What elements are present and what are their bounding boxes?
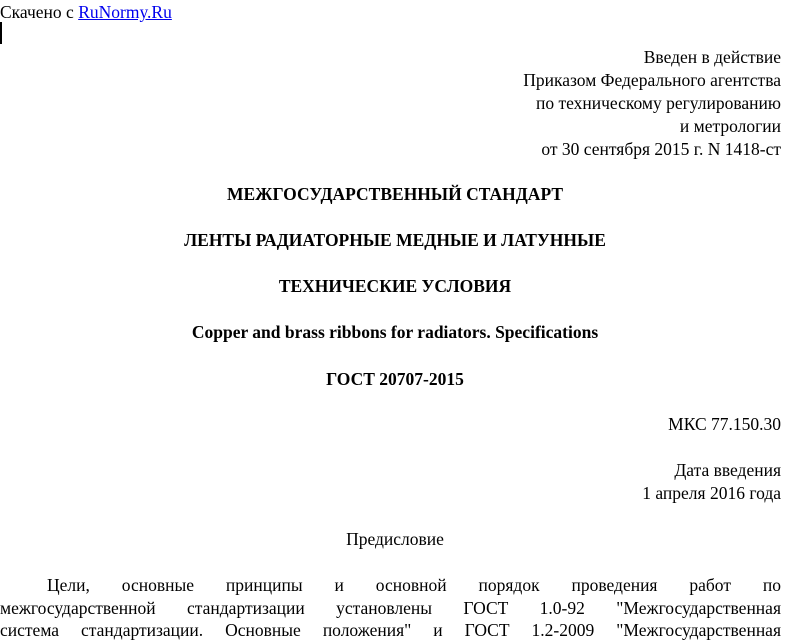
mks-code: МКС 77.150.30 [668, 414, 781, 434]
intro-date-value: 1 апреля 2016 года [642, 483, 781, 503]
enactment-line-1: Введен в действие [643, 47, 781, 67]
text-cursor [0, 22, 2, 44]
preface-line-1: Цели, основные принципы и основной порядок проведения работ по [47, 575, 781, 595]
preface-line-3: система стандартизации. Основные положения" и ГОСТ 1.2-2009 "Межгосударственная [0, 620, 781, 640]
preface-paragraph [0, 574, 781, 642]
enactment-line-3: по техническому регулированию [535, 93, 781, 113]
preface-line-2: межгосударственной стандартизации установлены ГОСТ 1.0-92 "Межгосударственная [0, 597, 781, 618]
enactment-line-4: и метрологии [679, 116, 781, 136]
standard-type-heading: МЕЖГОСУДАРСТВЕННЫЙ СТАНДАРТ [226, 184, 564, 204]
standard-name-en: Copper and brass ribbons for radiators. Specifications [191, 322, 599, 342]
enactment-line-5: от 30 сентября 2015 г. N 1418-ст [541, 139, 781, 159]
download-note [0, 2, 172, 22]
standard-subtitle-ru: ТЕХНИЧЕСКИЕ УСЛОВИЯ [278, 276, 512, 296]
standard-name-ru: ЛЕНТЫ РАДИАТОРНЫЕ МЕДНЫЕ И ЛАТУННЫЕ [184, 230, 606, 250]
download-prefix: Скачено с [0, 2, 79, 22]
enactment-line-2: Приказом Федерального агентства [523, 70, 781, 90]
preface-heading: Предисловие [346, 529, 444, 549]
runormy-link[interactable]: RuNormy.Ru [78, 2, 172, 22]
standard-code: ГОСТ 20707-2015 [326, 369, 464, 389]
intro-date-label: Дата введения [674, 460, 781, 480]
